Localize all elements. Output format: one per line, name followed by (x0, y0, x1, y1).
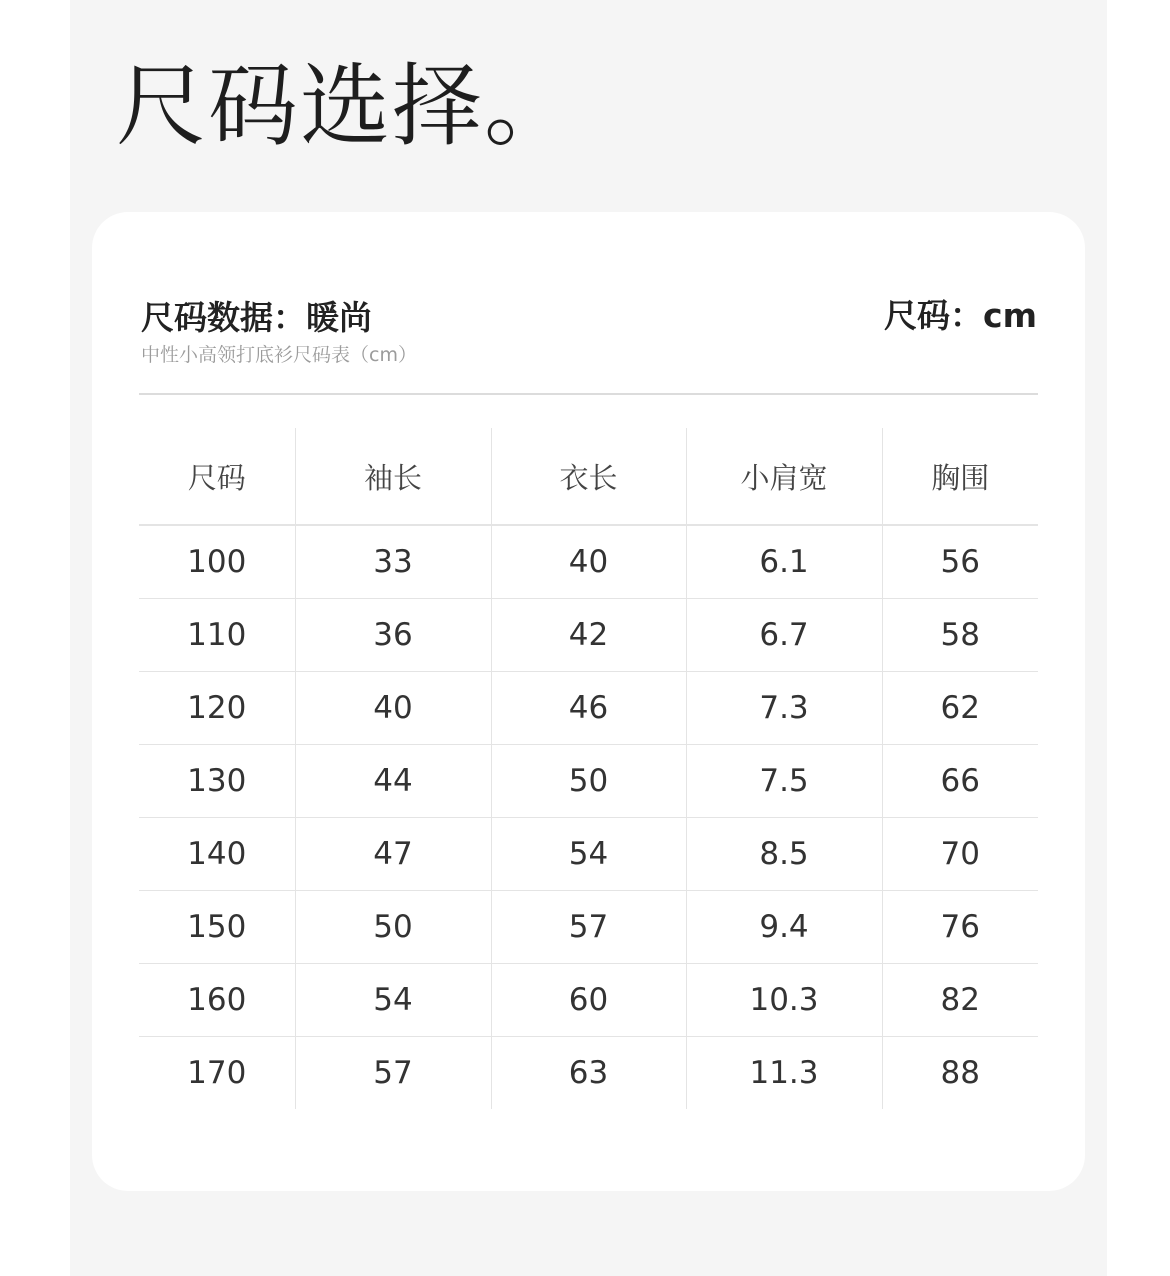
table-cell: 70 (882, 818, 1038, 891)
table-row (139, 964, 1038, 1037)
table-cell: 62 (882, 672, 1038, 745)
page-background (70, 0, 1107, 1276)
table-cell: 58 (882, 599, 1038, 672)
size-data-heading: 尺码数据：暖尚 (141, 298, 372, 337)
table-cell: 40 (491, 525, 686, 599)
table-cell: 170 (187, 1055, 247, 1091)
table-row (139, 745, 1038, 818)
table-cell: 57 (295, 1037, 491, 1110)
table-row (139, 525, 1038, 599)
table-cell: 150 (139, 891, 295, 964)
header-shoulder-width: 小肩宽 (686, 428, 882, 525)
table-cell: 42 (491, 599, 686, 672)
table-cell: 6.7 (686, 599, 882, 672)
table-cell: 50 (491, 745, 686, 818)
table-cell: 57 (491, 891, 686, 964)
header-chest: 胸围 (882, 428, 1038, 525)
table-cell: 47 (295, 818, 491, 891)
size-table (139, 428, 1038, 1109)
table-cell: 110 (139, 599, 295, 672)
table-cell: 120 (139, 672, 295, 745)
page-title: 尺码选择。 (116, 54, 576, 159)
divider (139, 393, 1038, 395)
table-cell: 40 (295, 672, 491, 745)
table-row (139, 891, 1038, 964)
table-cell: 130 (139, 745, 295, 818)
table-cell: 82 (882, 964, 1038, 1037)
table-header-row (139, 428, 1038, 525)
table-cell: 9.4 (686, 891, 882, 964)
table-cell: 160 (139, 964, 295, 1037)
table-cell: 6.1 (686, 525, 882, 599)
table-cell: 7.3 (686, 672, 882, 745)
table-cell: 54 (491, 818, 686, 891)
unit-label: 尺码：cm (884, 296, 1037, 335)
table-cell: 44 (295, 745, 491, 818)
table-cell: 8.5 (686, 818, 882, 891)
table-cell: 88 (882, 1037, 1038, 1110)
header-sleeve-length: 袖长 (295, 428, 491, 525)
size-chart-subtitle: 中性小高领打底衫尺码表（cm） (141, 344, 417, 366)
header-size: 尺码 (139, 428, 295, 525)
table-cell: 33 (295, 525, 491, 599)
table-cell: 46 (491, 672, 686, 745)
table-cell: 11.3 (686, 1037, 882, 1110)
table-cell: 63 (491, 1037, 686, 1110)
table-cell: 140 (139, 818, 295, 891)
table-cell: 7.5 (686, 745, 882, 818)
table-row (139, 1037, 1038, 1110)
table-cell: 76 (882, 891, 1038, 964)
table-row (139, 818, 1038, 891)
table-cell: 36 (295, 599, 491, 672)
table-cell: 60 (491, 964, 686, 1037)
table-cell: 66 (882, 745, 1038, 818)
table-cell: 50 (295, 891, 491, 964)
table-row (139, 599, 1038, 672)
table-cell: 54 (295, 964, 491, 1037)
table-cell: 100 (139, 525, 295, 599)
table-cell: 10.3 (686, 964, 882, 1037)
header-body-length: 衣长 (491, 428, 686, 525)
size-chart-card (92, 212, 1085, 1191)
table-row (139, 672, 1038, 745)
table-cell: 56 (882, 525, 1038, 599)
